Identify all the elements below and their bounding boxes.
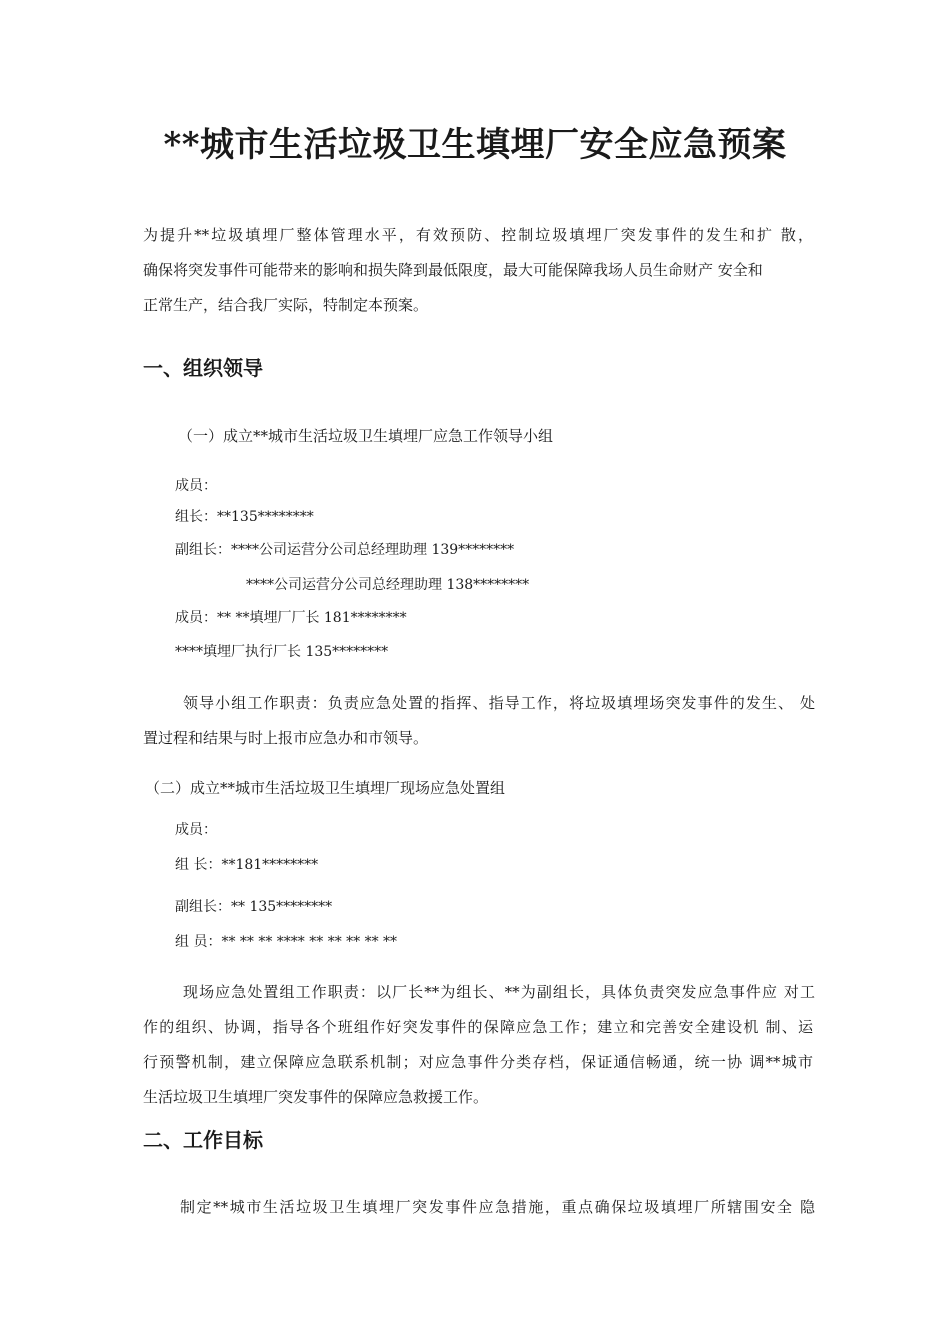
section-2-text: 制定**城市生活垃圾卫生填埋厂突发事件应急措施，重点确保垃圾填埋厂所辖围安全 隐 — [180, 1198, 815, 1216]
group-1-members-label: 成员： — [175, 478, 217, 494]
intro-line-2: 确保将突发事件可能带来的影响和损失降到最低限度，最大可能保障我场人员生命财产 安全和 — [143, 261, 763, 279]
page-title: **城市生活垃圾卫生填埋厂安全应急预案 — [163, 125, 787, 165]
group-1-deputy-2: ****公司运营分公司总经理助理 138******** — [246, 577, 530, 593]
group-2-duties-line-4: 生活垃圾卫生填埋厂突发事件的保障应急救援工作。 — [143, 1088, 489, 1106]
group-2-duties-line-3: 行预警机制，建立保障应急联系机制；对应急事件分类存档，保证通信畅通，统一协 调**城市 — [143, 1053, 813, 1071]
group-2-duties-line-2: 作的组织、协调，指导各个班组作好突发事件的保障应急工作；建立和完善安全建设机 制、运 — [143, 1018, 813, 1036]
group-2-members-label: 成员： — [175, 822, 217, 838]
section-2-heading: 二、工作目标 — [143, 1128, 263, 1152]
group-2-duties-line-1: 现场应急处置组工作职责：以厂长**为组长、**为副组长，具体负责突发应急事件应 对工 — [183, 983, 815, 1001]
group-2-leader: 组 长：**181******** — [175, 857, 319, 873]
section-1-heading: 一、组织领导 — [143, 356, 263, 380]
intro-line-3: 正常生产，结合我厂实际，特制定本预案。 — [143, 296, 429, 314]
group-2-heading: （二）成立**城市生活垃圾卫生填埋厂现场应急处置组 — [145, 779, 506, 797]
group-1-heading: （一）成立**城市生活垃圾卫生填埋厂应急工作领导小组 — [178, 427, 554, 445]
group-1-deputy-1: 副组长：****公司运营分公司总经理助理 139******** — [175, 542, 515, 558]
group-2-deputy: 副组长：** 135******** — [175, 899, 333, 915]
intro-line-1: 为提升**垃圾填埋厂整体管理水平，有效预防、控制垃圾填埋厂突发事件的发生和扩 散， — [143, 226, 813, 244]
group-1-member-1: 成员：** **填埋厂厂长 181******** — [175, 610, 407, 626]
group-2-members: 组 员：** ** ** **** ** ** ** ** ** — [175, 934, 398, 950]
group-1-duties-line-2: 置过程和结果与时上报市应急办和市领导。 — [143, 729, 429, 747]
group-1-leader: 组长：**135******** — [175, 509, 314, 525]
group-1-duties-line-1: 领导小组工作职责：负责应急处置的指挥、指导工作，将垃圾填埋场突发事件的发生、 处 — [183, 694, 815, 712]
group-1-member-2: ****填埋厂执行厂长 135******** — [175, 644, 389, 660]
